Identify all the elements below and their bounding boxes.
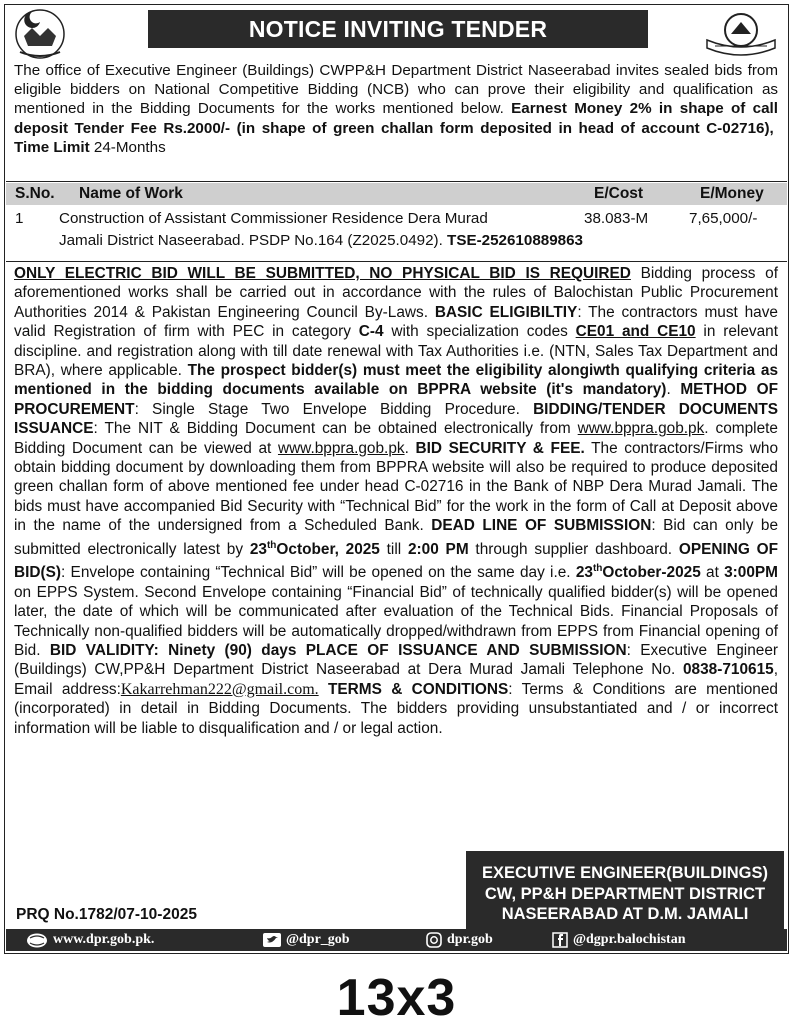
- body-text: .: [404, 439, 416, 457]
- intro-text: The office of Executive Engineer (Buildings) CWPP&H Department District Naseerabad invites sealed bids from eligible bidders on National Competitive Bidding (NCB) who can prove their eligibility and qualification as mentioned in the Bidding Documents for the works mentioned below.: [14, 62, 778, 118]
- twitter-icon: [263, 933, 281, 947]
- signature-line: EXECUTIVE ENGINEER(BUILDINGS): [481, 864, 769, 883]
- row-money: 7,65,000/-: [689, 210, 758, 227]
- instagram-handle: dpr.gob: [447, 932, 493, 947]
- deadline-sup: th: [266, 539, 277, 551]
- terms-label: TERMS & CONDITIONS: [327, 680, 509, 698]
- body-text: .: [666, 381, 681, 399]
- notice-header: [6, 6, 787, 62]
- body-text: , Email address:: [14, 661, 778, 698]
- tender-body: [14, 264, 778, 738]
- time-limit-value: 24-Months: [93, 138, 166, 156]
- facebook-handle: @dgpr.balochistan: [573, 932, 686, 947]
- instagram-icon: [426, 932, 442, 948]
- footer-facebook[interactable]: [552, 932, 686, 948]
- col-money: E/Money: [700, 185, 764, 202]
- row-work-line2: Jamali District Naseerabad. PSDP No.164 (Z2025.0492).: [59, 232, 443, 249]
- twitter-handle: @dpr_gob: [286, 932, 350, 947]
- electric-bid-notice: ONLY ELECTRIC BID WILL BE SUBMITTED, NO PHYSICAL BID IS REQUIRED: [14, 265, 631, 282]
- body-text: . complete Bidding Document can be viewed at: [14, 420, 778, 457]
- footer-bar: [6, 929, 787, 951]
- body-text: The contractors/Firms who obtain bidding document by downloading them from BPPRA website will also be required to produce deposited green challan form of above mentioned fee under head C-02716 in the Bank of NBP Dera Murad Jamali. The bids must have accompanied Bid Security with “Technical Bid” for the work in the form of Call at Deposit above in the name of the undersigned from a Scheduled Bank.: [14, 439, 778, 535]
- body-text: with specialization codes: [383, 323, 576, 341]
- deadline-day: 23: [249, 540, 267, 558]
- col-sno: S.No.: [15, 185, 55, 202]
- category-text: C-4: [358, 323, 384, 341]
- time-limit-label: Time Limit: [14, 138, 90, 156]
- facebook-icon: [552, 932, 568, 948]
- bid-validity-text: BID VALIDITY: Ninety (90) days PLACE OF ISSUANCE AND SUBMISSION: [49, 641, 627, 659]
- opening-date: October-2025: [602, 564, 701, 582]
- department-seal-icon: [701, 10, 781, 60]
- phone-number: 0838-710615: [682, 661, 774, 679]
- row-work-line1: Construction of Assistant Commissioner Residence Dera Murad: [59, 210, 488, 227]
- specialization-codes: CE01 and CE10: [575, 323, 696, 341]
- prq-number: PRQ No.1782/07-10-2025: [16, 906, 197, 923]
- body-text: : Envelope containing “Technical Bid” will be opened on the same day i.e.: [61, 564, 576, 582]
- body-text: Bidding process of aforementioned works shall be carried out in accordance with the rules of Balochistan Public Procurement Authorities 2014 & Pakistan Engineering Council By-Laws.: [14, 265, 778, 321]
- divider: [6, 261, 787, 262]
- bppra-link[interactable]: www.bppra.gob.pk: [577, 420, 705, 438]
- intro-paragraph: [14, 61, 778, 157]
- col-work: Name of Work: [79, 185, 183, 202]
- body-text: : Executive Engineer (Buildings) CW,PP&H Department District Naseerabad at Dera Murad Jamali Telephone No.: [14, 641, 778, 679]
- page-title: NOTICE INVITING TENDER: [148, 10, 648, 48]
- signature-line: CW, PP&H DEPARTMENT DISTRICT: [484, 884, 766, 903]
- opening-sup: th: [592, 563, 603, 575]
- row-sno: 1: [15, 210, 24, 227]
- col-cost: E/Cost: [594, 185, 644, 202]
- deadline-time: 2:00 PM: [407, 540, 469, 558]
- government-emblem-icon: [10, 6, 70, 62]
- body-text: on EPPS System. Second Envelope containing “Financial Bid” of technically qualified bidder(s) will be opened later, the date of which will be communicated after evaluation of the Technical Bids. Financial Proposals of Technically non-qualified bidders will be automatically dropped/withdrawn from EPPS from Financial opening of Bid.: [14, 583, 778, 659]
- signature-block: [466, 851, 784, 937]
- prospect-bidder-text: The prospect bidder(s) must meet the eligibility alongiwth qualifying criteria as mentioned in the bidding documents available on BPPRA website (it's mandatory): [14, 362, 778, 399]
- website-text: www.dpr.gob.pk.: [53, 932, 155, 947]
- method-label: METHOD OF PROCUREMENT: [14, 381, 778, 418]
- body-text: through supplier dashboard.: [468, 540, 679, 558]
- body-text: in relevant discipline. and registration along with till date renewal with Tax Authorities i.e. (NTN, Sales Tax Department and BRA), where applicable.: [14, 323, 778, 380]
- body-text: : The NIT & Bidding Document can be obtained electronically from: [93, 420, 578, 438]
- email-link[interactable]: Kakarrehman222@gmail.com.: [120, 680, 319, 698]
- opening-day: 23: [575, 564, 593, 582]
- divider: [6, 181, 787, 182]
- opening-label: OPENING OF BID(S): [14, 540, 778, 582]
- body-text: at: [700, 564, 725, 582]
- table-row: [6, 207, 787, 259]
- basic-eligibility-label: BASIC ELIGIBILTIY: [434, 303, 578, 321]
- row-cost: 38.083-M: [584, 210, 649, 227]
- footer-instagram[interactable]: [426, 932, 493, 948]
- table-header: [6, 183, 787, 205]
- bid-security-label: BID SECURITY & FEE.: [415, 439, 585, 457]
- body-text: : Terms & Conditions are mentioned (incorporated) in detail in Bidding Documents. The bidders providing unsubstantiated and / or incorrect information will be liable to disqualification and / or legal action.: [14, 680, 778, 737]
- footer-website[interactable]: [26, 932, 154, 948]
- deadline-date: October, 2025: [276, 540, 380, 558]
- earnest-money-text: Earnest Money 2% in shape of call deposit Tender Fee Rs.2000/- (in shape of green challan form deposited in head of account C-02716),: [14, 100, 778, 137]
- deadline-label: DEAD LINE OF SUBMISSION: [431, 517, 652, 535]
- body-text: : Bid can only be submitted electronically latest by: [14, 517, 779, 558]
- globe-icon: [26, 933, 48, 948]
- row-tse: TSE-252610889863: [447, 232, 584, 249]
- body-text: : The contractors must have valid Registration of firm with PEC in category: [14, 303, 778, 341]
- body-text: till: [379, 540, 408, 558]
- opening-time: 3:00PM: [724, 564, 778, 582]
- ad-size-label: 13x3: [336, 969, 457, 1027]
- body-text: : Single Stage Two Envelope Bidding Procedure.: [134, 400, 534, 418]
- bppra-link[interactable]: www.bppra.gob.pk: [277, 439, 405, 457]
- issuance-label: BIDDING/TENDER DOCUMENTS ISSUANCE: [14, 400, 778, 438]
- footer-twitter[interactable]: [263, 932, 350, 948]
- signature-line: NASEERABAD AT D.M. JAMALI: [501, 905, 749, 924]
